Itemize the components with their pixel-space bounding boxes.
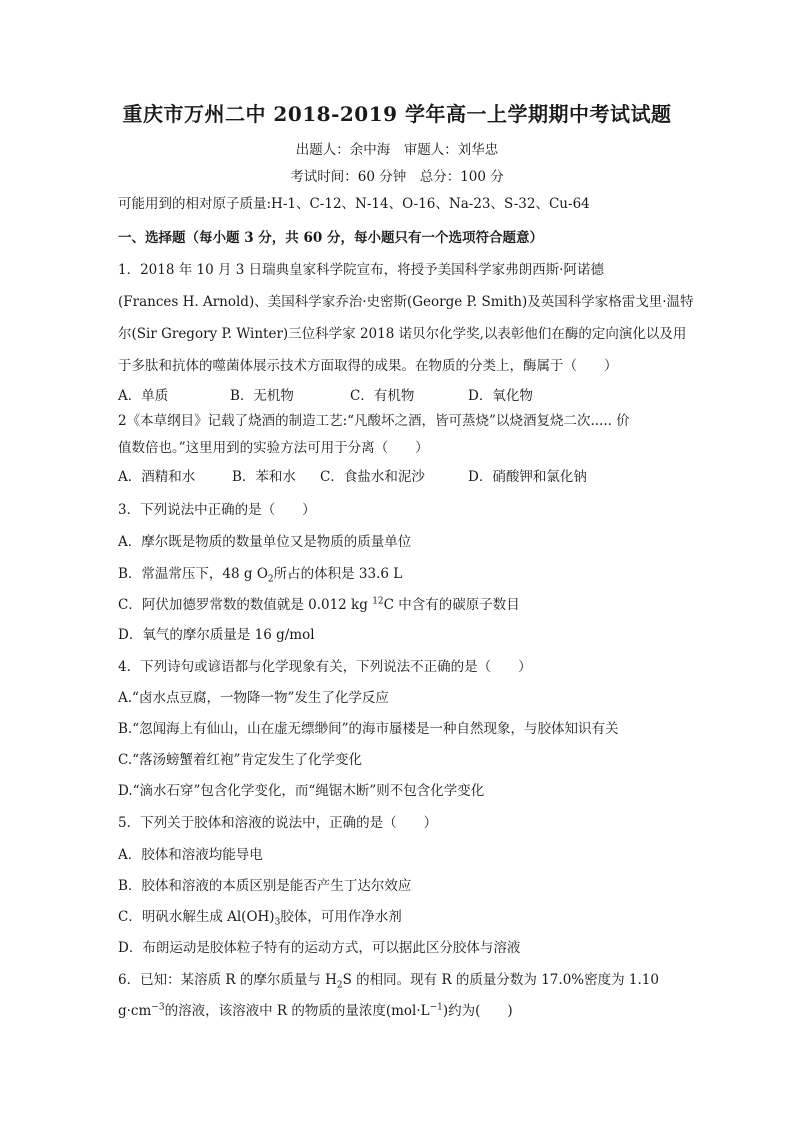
q5-c-sub: 3 [274,917,281,928]
q3-c-pre: C．阿伏加德罗常数的数值就是 0.012 kg [118,597,373,613]
q1-option-a: A．单质 [118,388,169,404]
q6-l1-sub: 2 [336,980,343,991]
q5-c-post: 胶体，可用作净水剂 [280,909,402,925]
page-title: 重庆市万州二中 2018-2019 学年高一上学期期中考试试题 [122,102,672,126]
q3-option-b [118,562,402,585]
q6-l2-post: )约为( ) [442,1003,513,1019]
q3-stem: 3．下列说法中正确的是（ ） [118,502,316,518]
q2-option-a: A．酒精和水 [118,469,196,485]
q4-option-b: B.“忽闻海上有仙山，山在虚无缥缈间”的海市蜃楼是一种自然现象，与胶体知识有关 [118,721,619,737]
q1-option-d: D．氧化物 [468,388,533,404]
q6-l2-sup: −3 [151,1002,165,1013]
q2-line-1: 2《本草纲目》记载了烧酒的制造工艺:“凡酸坏之酒，皆可蒸烧”以烧酒复烧二次..... 价 [118,413,630,429]
exam-info-line: 考试时间：60 分钟 总分：100 分 [290,169,504,185]
q6-l2-pre: g·cm [118,1003,152,1019]
authors-line: 出题人：余中海 审题人：刘华忠 [295,142,499,158]
q5-c-pre: C．明矾水解生成 Al(OH) [118,909,275,925]
q2-option-d: D．硝酸钾和氯化钠 [468,469,587,485]
q5-option-d: D．布朗运动是胶体粒子特有的运动方式，可以据此区分胶体与溶液 [118,940,521,956]
q1-option-b: B．无机物 [230,388,294,404]
q2-option-c: C．食盐水和泥沙 [320,469,425,485]
atomic-masses-line: 可能用到的相对原子质量:H-1、C-12、N-14、O-16、Na-23、S-32、Cu-64 [118,196,590,212]
q1-option-c: C．有机物 [350,388,415,404]
q3-c-post: C 中含有的碳原子数目 [383,597,520,613]
q5-option-a: A．胶体和溶液均能导电 [118,847,263,863]
q3-b-post: 所占的体积是 33.6 L [273,566,403,582]
q2-line-2: 值数倍也。”这里用到的实验方法可用于分离（ ） [118,440,429,456]
q4-option-a: A.“卤水点豆腐，一物降一物”发生了化学反应 [118,690,389,706]
q4-option-d: D.“滴水石穿”包含化学变化，而“绳锯木断”则不包含化学变化 [118,783,485,799]
q5-option-c [118,905,402,928]
q3-c-sup: 12 [372,596,384,607]
q1-line-2: (Frances H. Arnold)、美国科学家乔治·史密斯(George P. Smith)及英国科学家格雷戈里·温特 [118,294,694,310]
q6-l1-pre: 6．已知：某溶质 R 的摩尔质量与 H [118,972,337,988]
q3-b-pre: B．常温常压下，48 g O [118,566,268,582]
q3-option-d: D．氧气的摩尔质量是 16 g/mol [118,627,315,643]
q6-line-2 [118,999,513,1019]
section-heading: 一、选择题（每小题 3 分，共 60 分，每小题只有一个选项符合题意） [118,230,543,246]
q4-stem: 4．下列诗句或谚语都与化学现象有关，下列说法不正确的是（ ） [118,659,532,675]
q4-option-c: C.“落汤螃蟹着红袍”肯定发生了化学变化 [118,752,362,768]
q6-l1-post: S 的相同。现有 R 的质量分数为 17.0%密度为 1.10 [342,972,659,988]
q3-b-sub: 2 [267,574,274,585]
q6-line-1 [118,968,659,991]
q1-line-1: 1．2018 年 10 月 3 日瑞典皇家科学院宣布，将授予美国科学家弗朗西斯·阿诺德 [118,262,604,278]
q6-l2-sup2: −1 [429,1002,443,1013]
q1-line-4: 于多肽和抗体的噬菌体展示技术方面取得的成果。在物质的分类上，酶属于（ ） [118,358,618,374]
q1-line-3: 尔(Sir Gregory P. Winter)三位科学家 2018 诺贝尔化学奖,以表彰他们在酶的定向演化以及用 [118,326,687,342]
q5-stem: 5．下列关于胶体和溶液的说法中，正确的是（ ） [118,815,438,831]
q3-option-a: A．摩尔既是物质的数量单位又是物质的质量单位 [118,534,412,550]
q3-option-c [118,593,520,613]
q5-option-b: B．胶体和溶液的本质区别是能否产生丁达尔效应 [118,878,412,894]
q2-option-b: B．苯和水 [232,469,296,485]
q6-l2-mid: 的溶液，该溶液中 R 的物质的量浓度(mol·L [164,1003,430,1019]
